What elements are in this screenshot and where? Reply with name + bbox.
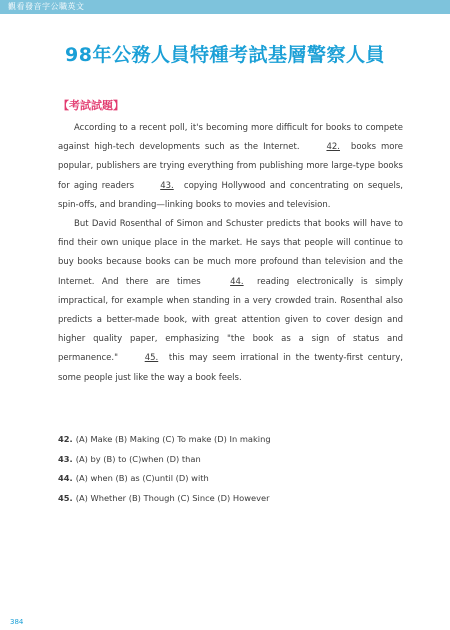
passage-text: According to a recent poll, it's becoming more difficult for books to compete against high-tech developments such as the Internet. — [58, 123, 403, 153]
question-42 — [58, 430, 403, 450]
header-label: 觀看發音字公職英文 — [8, 2, 85, 11]
question-options: (A) by (B) to (C)when (D) than — [75, 453, 201, 464]
page-number: 384 — [10, 618, 24, 626]
question-number: 42. — [58, 434, 73, 444]
passage-text: this may seem irrational in the twenty-first century, some people just like the way a book feels. — [58, 353, 403, 383]
passage-text: But David Rosenthal of Simon and Schuster predicts that books will have to find their own unique place in the market. He says that people will continue to buy books because books can be much more profound than television and the Internet. And there are times — [58, 219, 403, 287]
passage-text: books more popular, publishers are trying everything from publishing more large-type books for aging readers — [58, 142, 404, 191]
reading-passage — [58, 119, 403, 388]
question-45 — [58, 489, 403, 509]
blank-42: 42. — [326, 142, 340, 153]
blank-45: 45. — [144, 353, 159, 364]
passage-text: reading electronically is simply impractical, for example when standing in a very crowded train. Rosenthal also predicts a better-made book, with great attention given to cover design and higher quality paper, emphasizing "the book as a sign of status and permanence." — [58, 276, 403, 364]
question-number: 45. — [58, 492, 73, 503]
question-43 — [58, 450, 403, 470]
question-options: (A) when (B) as (C)until (D) with — [75, 473, 209, 483]
page-title: 98年公務人員特種考試基層警察人員 — [65, 44, 385, 66]
passage-paragraph-2 — [58, 215, 403, 388]
question-options: (A) Make (B) Making (C) To make (D) In making — [75, 434, 271, 444]
header-bar — [0, 0, 450, 14]
question-number: 44. — [58, 473, 73, 483]
passage-paragraph-1 — [58, 119, 403, 215]
section-label: 【考試試題】 — [58, 99, 124, 112]
blank-44: 44. — [230, 276, 244, 287]
question-number: 43. — [58, 453, 73, 464]
question-list — [58, 430, 403, 508]
question-options: (A) Whether (B) Though (C) Since (D) However — [75, 492, 270, 503]
passage-text: copying Hollywood and concentrating on sequels, spin-offs, and branding—linking books to movies and television. — [58, 180, 404, 210]
blank-43: 43. — [160, 180, 174, 191]
question-44 — [58, 469, 403, 489]
